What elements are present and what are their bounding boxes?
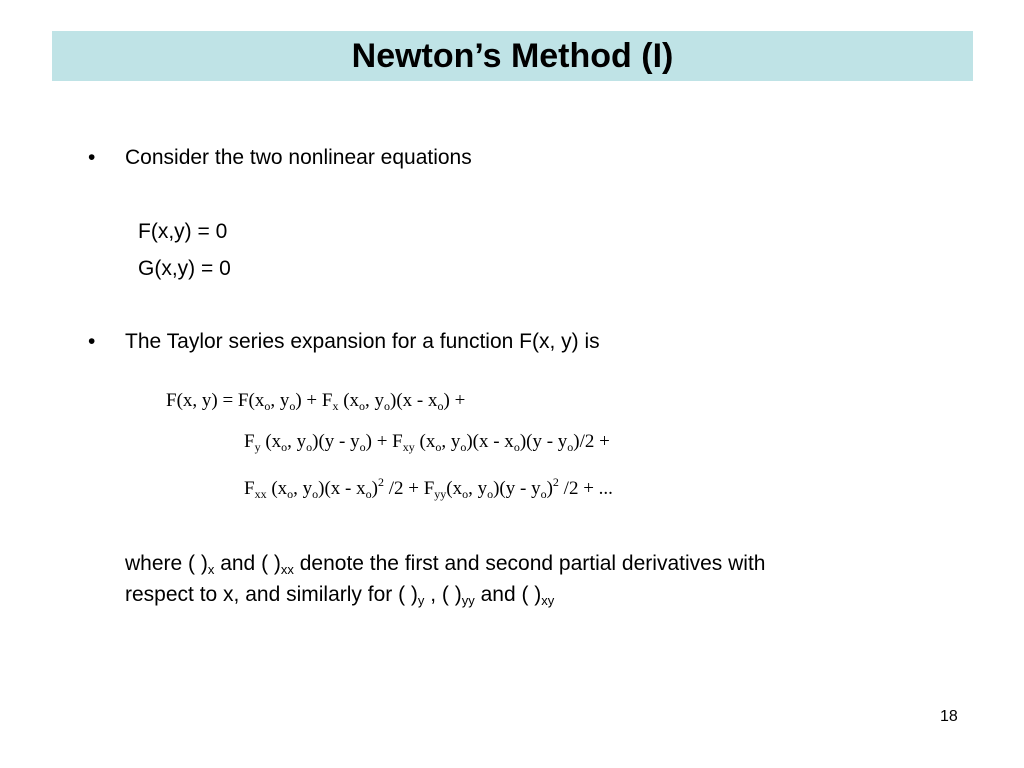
equation-g: G(x,y) = 0 xyxy=(138,257,231,280)
explanation-line-2: respect to x, and similarly for ( )$_y$ , ( )$_{yy}$ and ( )$_{xy}$ xyxy=(125,583,555,608)
slide-title: Newton’s Method (I) xyxy=(351,36,674,75)
title-bar xyxy=(52,31,973,81)
page-number: 18 xyxy=(940,708,958,725)
explanation-line-1: where ( )$_x$ and ( )$_{xx}$ denote the first and second partial derivatives with xyxy=(125,552,766,577)
bullet-text-2: The Taylor series expansion for a function F(x, y) is xyxy=(125,330,600,353)
taylor-line-2: $F_y$ ($x_o$, $y_o)(y - y_o) + F_{xy}$ ($x_o$, $y_o)(x - x_o)(y - y_o)/2$ + xyxy=(244,431,610,454)
bullet-icon: • xyxy=(88,146,96,169)
equation-f: F(x,y) = 0 xyxy=(138,220,228,243)
taylor-line-3: $F_{xx}$ ($x_o$, $y_o)(x - x_o)^2$ $/2 + F_{yy}(x_o$, $y_o)(y - y_o)^2$ /2 + ... xyxy=(244,475,613,501)
bullet-item-1 xyxy=(88,145,472,171)
bullet-item-2 xyxy=(88,329,600,355)
bullet-icon: • xyxy=(88,330,96,353)
bullet-text-1: Consider the two nonlinear equations xyxy=(125,146,472,169)
taylor-line-1: F(x, $y) = F(x_o$, $y_o) + F_x$ ($x_o$, $y_o)(x - x_o)$ + xyxy=(166,390,466,413)
